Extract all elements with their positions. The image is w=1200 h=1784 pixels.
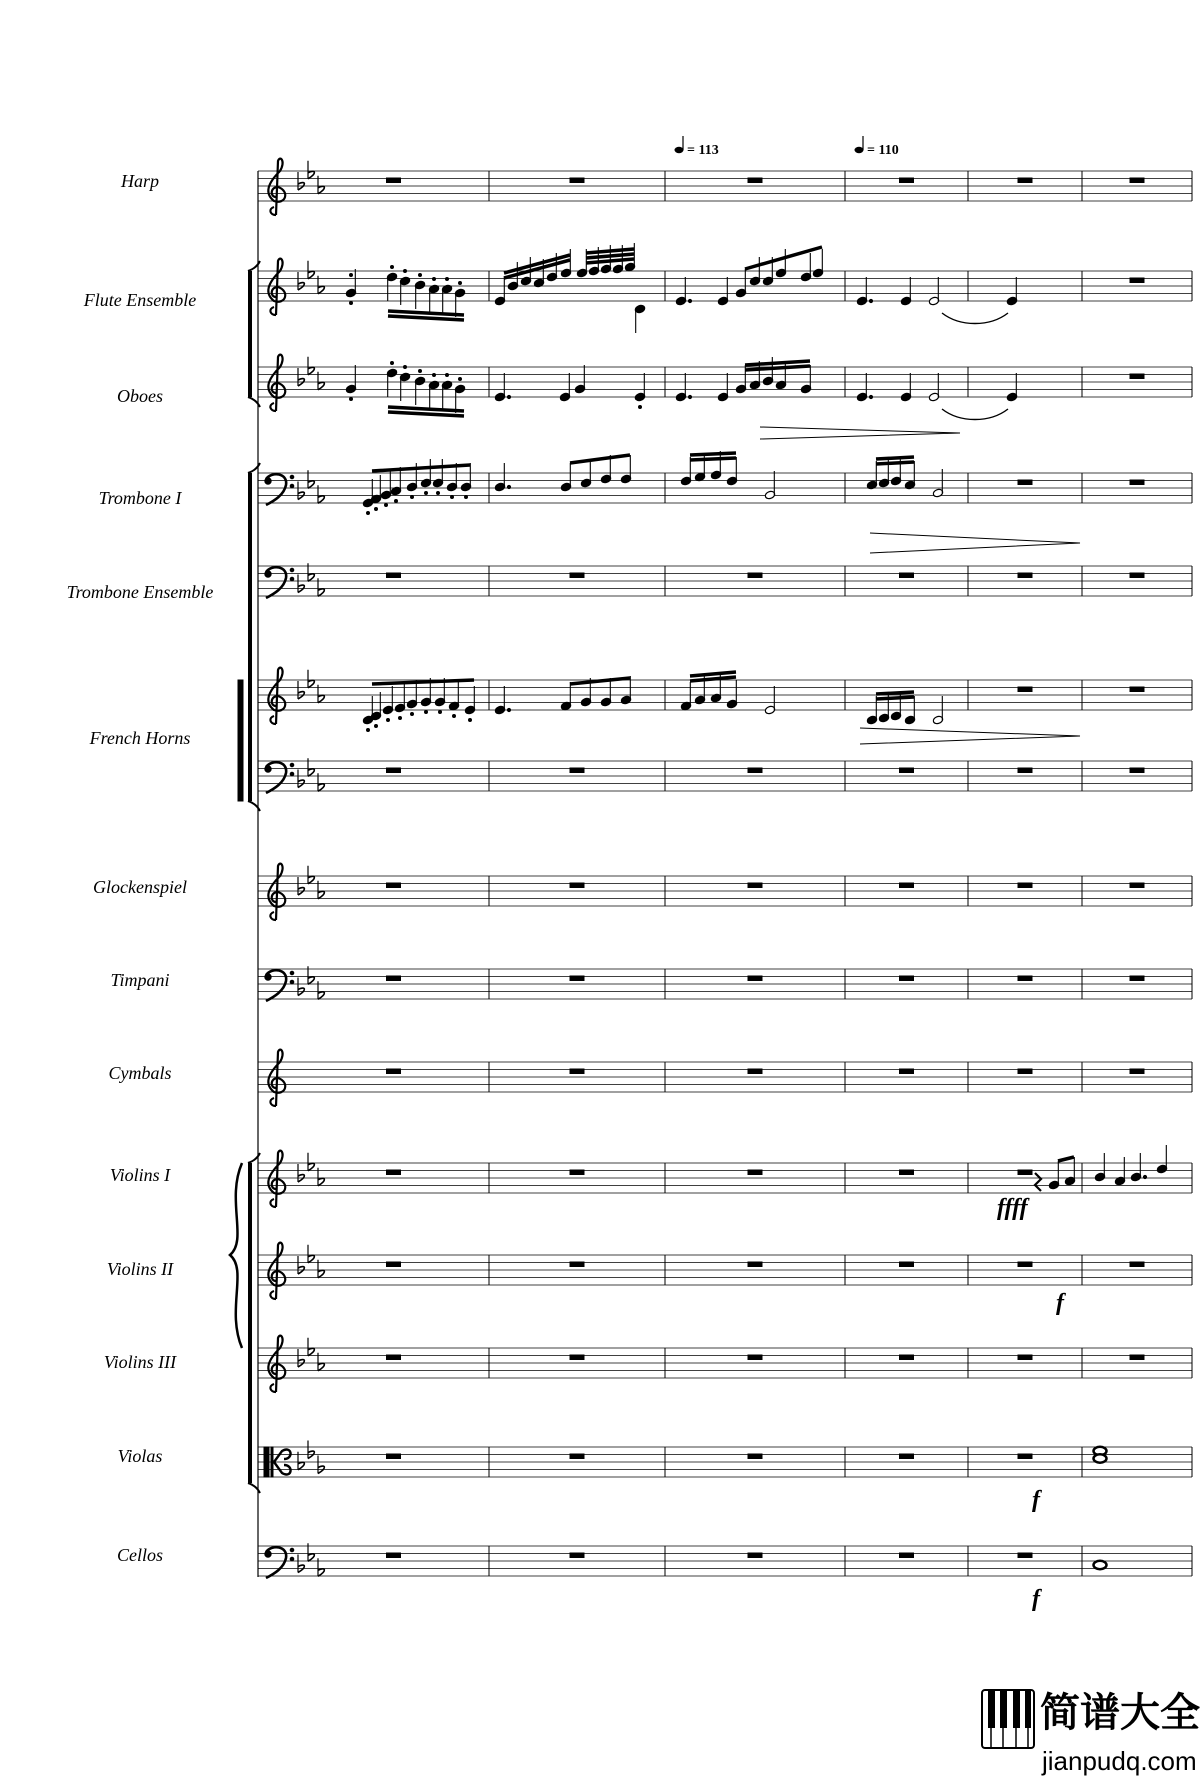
note (390, 467, 401, 503)
dynamic-cellos: f (1032, 1586, 1040, 1612)
violin-brace (230, 1163, 242, 1348)
note (624, 243, 635, 272)
key-signature-flats (298, 1245, 324, 1278)
watermark (982, 1690, 1200, 1776)
instrument-label-harp: Harp (120, 171, 160, 191)
whole-rest (387, 1262, 401, 1267)
note (454, 378, 465, 414)
horn-bracket (238, 680, 243, 801)
treble-clef-icon (268, 1336, 285, 1392)
whole-rest (387, 976, 401, 981)
whole-rest (900, 1553, 914, 1558)
staff (258, 367, 1192, 397)
treble-clef-icon (268, 668, 285, 724)
instrument-label-timpani: Timpani (110, 970, 170, 990)
tempo-mark-2 (855, 136, 899, 158)
key-signature-flats (298, 470, 324, 503)
treble-clef-icon (268, 159, 285, 215)
whole-rest (1018, 883, 1032, 888)
whole-note (1094, 1561, 1107, 1569)
note (634, 373, 645, 409)
note (680, 682, 691, 711)
key-signature-flats (298, 261, 324, 294)
note (494, 277, 505, 306)
note (441, 374, 452, 410)
note (345, 365, 356, 401)
beam (586, 259, 634, 263)
decrescendo-hairpin (870, 533, 1080, 553)
whole-rest (570, 883, 584, 888)
note (675, 277, 691, 306)
dynamic-violas: f (1032, 1487, 1040, 1513)
note (812, 249, 823, 278)
dynamic-violins2: f (1056, 1290, 1064, 1316)
quarter-note-icon (855, 147, 864, 153)
staff (258, 1255, 1192, 1285)
whole-rest (900, 1454, 914, 1459)
note (866, 696, 877, 725)
whole-rest (387, 768, 401, 773)
whole-rest (1018, 1454, 1032, 1459)
staff (258, 1546, 1192, 1576)
whole-rest (570, 573, 584, 578)
note (749, 257, 760, 286)
key-signature-flats (298, 1153, 324, 1186)
staff (258, 761, 1192, 791)
whole-rest (387, 1355, 401, 1360)
whole-rest (748, 178, 762, 183)
note (428, 278, 439, 314)
music-notation (230, 159, 1168, 1578)
key-signature-flats (298, 1441, 324, 1474)
key-signature-flats (298, 966, 324, 999)
tempo-text-2: = 110 (867, 143, 899, 158)
instrument-label-violins-iii: Violins III (103, 1352, 177, 1372)
whole-rest (748, 1355, 762, 1360)
note (717, 373, 728, 402)
whole-rest (570, 976, 584, 981)
whole-rest (900, 1262, 914, 1267)
whole-rest (570, 1069, 584, 1074)
whole-rest (570, 1262, 584, 1267)
instrument-label-cymbals: Cymbals (108, 1063, 172, 1083)
staff (258, 876, 1192, 906)
decrescendo-hairpin (860, 728, 1080, 744)
note (464, 686, 475, 722)
instrument-label-violins-i: Violins I (109, 1165, 171, 1185)
whole-rest (1130, 374, 1144, 379)
note (900, 277, 911, 306)
note (932, 696, 943, 725)
whole-rest (570, 1355, 584, 1360)
staff (258, 566, 1192, 596)
instrument-label-cellos: Cellos (116, 1545, 164, 1565)
whole-rest (900, 1069, 914, 1074)
note (560, 682, 571, 711)
note (764, 471, 775, 500)
note (866, 461, 877, 490)
note (1048, 1161, 1059, 1190)
note (399, 366, 410, 402)
note (904, 461, 915, 490)
whole-rest (1018, 178, 1032, 183)
note (775, 361, 786, 390)
note (856, 373, 872, 402)
whole-rest (1130, 278, 1144, 283)
note (800, 365, 811, 394)
beam (372, 465, 470, 471)
tempo-mark-1 (675, 136, 719, 158)
whole-rest (387, 883, 401, 888)
note (441, 278, 452, 314)
note (1064, 1157, 1075, 1186)
whole-rest (570, 1553, 584, 1558)
whole-rest (570, 178, 584, 183)
note (1006, 373, 1017, 402)
beam (388, 407, 464, 411)
note (928, 373, 939, 402)
beam (876, 457, 914, 459)
tie (942, 313, 1008, 324)
treble-clef-icon (268, 1050, 285, 1106)
instrument-label-trombone-i: Trombone I (98, 488, 182, 508)
whole-rest (1130, 573, 1144, 578)
instrument-label-flute-ensemble: Flute Ensemble (83, 290, 197, 310)
whole-rest (387, 1170, 401, 1175)
beam (690, 453, 736, 455)
note (1094, 1153, 1105, 1182)
bass-clef-icon (265, 970, 294, 1001)
watermark-brand: 简谱大全 (1040, 1690, 1200, 1736)
whole-rest (748, 768, 762, 773)
treble-clef-icon (268, 1243, 285, 1299)
whole-rest (387, 1553, 401, 1558)
beam (388, 412, 464, 416)
quarter-note-icon (675, 147, 684, 153)
beam (690, 458, 736, 460)
whole-rest (1130, 768, 1144, 773)
note (726, 680, 737, 709)
whole-rest (1130, 883, 1144, 888)
bass-clef-icon (265, 474, 294, 505)
note (775, 249, 786, 278)
note (494, 463, 510, 492)
treble-clef-icon (268, 864, 285, 920)
staff (258, 1062, 1192, 1092)
note (675, 373, 691, 402)
whole-rest (900, 178, 914, 183)
note (559, 373, 570, 402)
note (560, 463, 571, 492)
key-signature-flats (298, 758, 324, 791)
beam (586, 249, 634, 253)
whole-rest (1018, 1553, 1032, 1558)
bracket (248, 1163, 252, 1483)
bass-clef-icon (265, 567, 294, 598)
whole-rest (900, 883, 914, 888)
beam (570, 678, 630, 684)
treble-clef-icon (268, 259, 285, 315)
note (764, 686, 775, 715)
bass-clef-icon (265, 1547, 294, 1578)
key-signature-flats (298, 563, 324, 596)
note (928, 277, 939, 306)
note (434, 678, 445, 714)
note (634, 304, 645, 333)
whole-note (1094, 1454, 1107, 1462)
staff (258, 1447, 1192, 1477)
note (432, 459, 443, 495)
instrument-labels (67, 171, 214, 1565)
beam (690, 677, 736, 681)
note (680, 457, 691, 486)
whole-rest (900, 573, 914, 578)
whole-rest (1018, 480, 1032, 485)
note (576, 249, 587, 278)
note (800, 253, 811, 282)
note (1114, 1157, 1125, 1186)
tempo-text-1: = 113 (687, 143, 719, 158)
note (762, 357, 773, 386)
note (420, 459, 431, 495)
whole-rest (748, 976, 762, 981)
staff (258, 1348, 1192, 1378)
beam (388, 316, 464, 320)
whole-rest (1018, 1355, 1032, 1360)
treble-clef-icon (268, 1151, 285, 1207)
beam (388, 311, 464, 315)
note (904, 696, 915, 725)
note (428, 374, 439, 410)
whole-rest (570, 1170, 584, 1175)
note (574, 365, 585, 394)
whole-rest (900, 1355, 914, 1360)
whole-rest (1130, 1069, 1144, 1074)
beam (690, 672, 736, 676)
note (362, 696, 373, 732)
whole-rest (570, 1454, 584, 1459)
staff (258, 969, 1192, 999)
instrument-label-oboes: Oboes (117, 386, 163, 406)
bass-clef-icon (265, 762, 294, 793)
piano-keys-icon (982, 1690, 1034, 1748)
whole-rest (1018, 573, 1032, 578)
beam (876, 697, 914, 699)
instrument-label-violins-ii: Violins II (106, 1259, 174, 1279)
note (1156, 1145, 1167, 1174)
beam (586, 254, 634, 258)
note (1006, 277, 1017, 306)
whole-rest (900, 1170, 914, 1175)
instrument-label-trombone-ensemble: Trombone Ensemble (66, 582, 214, 602)
whole-rest (387, 178, 401, 183)
bracket (248, 271, 252, 397)
beam (876, 462, 914, 464)
instrument-label-french-horns: French Horns (89, 728, 191, 748)
note (394, 684, 405, 720)
note (900, 373, 911, 402)
beam (570, 455, 630, 463)
note (380, 471, 391, 507)
whole-rest (387, 1454, 401, 1459)
note (1130, 1153, 1146, 1182)
dynamic-violins1: ffff (997, 1195, 1028, 1221)
staff (258, 271, 1192, 301)
whole-rest (570, 768, 584, 773)
staff (258, 171, 1192, 201)
note (399, 270, 410, 306)
note (694, 453, 705, 482)
whole-rest (748, 1553, 762, 1558)
note (726, 457, 737, 486)
note (620, 455, 631, 484)
whole-rest (1018, 1069, 1032, 1074)
whole-rest (387, 1069, 401, 1074)
note (494, 686, 510, 715)
quarter-rest (1035, 1173, 1041, 1191)
note (717, 277, 728, 306)
bracket (248, 473, 252, 801)
key-signature-flats (298, 1338, 324, 1371)
instrument-label-violas: Violas (117, 1446, 163, 1466)
instrument-label-glockenspiel: Glockenspiel (93, 877, 187, 897)
whole-rest (748, 883, 762, 888)
note (362, 479, 373, 515)
note (735, 269, 746, 298)
whole-rest (1018, 768, 1032, 773)
whole-rest (748, 573, 762, 578)
whole-rest (748, 1170, 762, 1175)
whole-rest (387, 573, 401, 578)
staff-system (258, 171, 1192, 1577)
whole-rest (1018, 976, 1032, 981)
whole-rest (1130, 687, 1144, 692)
key-signature-flats (298, 1543, 324, 1576)
whole-rest (1130, 976, 1144, 981)
note (382, 686, 393, 722)
whole-rest (748, 1069, 762, 1074)
whole-rest (900, 768, 914, 773)
whole-rest (1130, 1262, 1144, 1267)
whole-rest (748, 1262, 762, 1267)
whole-rest (1130, 480, 1144, 485)
whole-rest (1130, 178, 1144, 183)
note (494, 373, 510, 402)
key-signature-flats (298, 866, 324, 899)
beam (876, 692, 914, 694)
whole-rest (1130, 1355, 1144, 1360)
note (454, 282, 465, 318)
whole-rest (748, 1454, 762, 1459)
whole-rest (1018, 687, 1032, 692)
beam (1058, 1157, 1074, 1161)
note (580, 459, 591, 488)
key-signature-flats (298, 670, 324, 703)
whole-rest (1018, 1170, 1032, 1175)
whole-rest (900, 976, 914, 981)
key-signature-flats (298, 161, 324, 194)
treble-clef-icon (268, 355, 285, 411)
beam (745, 361, 810, 365)
watermark-url: jianpudq.com (1042, 1746, 1197, 1776)
key-signature-flats (298, 357, 324, 390)
decrescendo-hairpin (760, 427, 960, 439)
whole-rest (1018, 1262, 1032, 1267)
note (856, 277, 872, 306)
